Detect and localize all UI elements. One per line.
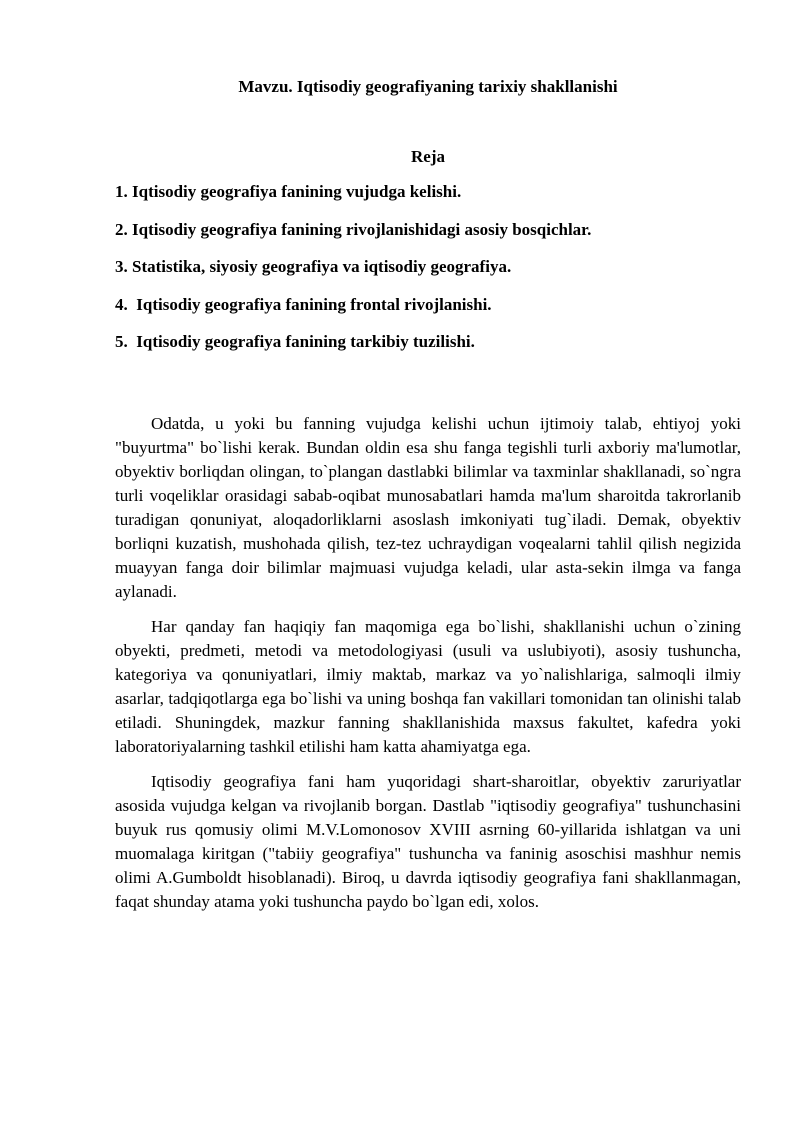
paragraph: Har qanday fan haqiqiy fan maqomiga ega bo`lishi, shakllanishi uchun o`zining obyekti, predmeti, metodi va metodologiyasi (usuli va uslubiyoti), asosiy tushuncha, kategoriya va qonuniyatlari, ilmiy maktab, markaz va yo`nalishlariga, salmoqli ilmiy asarlar, tadqiqotlarga ega bo`lishi va uning boshqa fan vakillari tomonidan tan olinishi talab etiladi. Shuningdek, mazkur fanning shakllanishida maxsus fakultet, kafedra yoki laboratoriyalarning tashkil etilishi ham katta ahamiyatga ega.: [115, 617, 741, 756]
plan-heading: Reja: [411, 147, 445, 166]
plan-item: 5. Iqtisodiy geografiya fanining tarkibiy tuzilishi.: [115, 332, 475, 351]
plan-list: [115, 181, 755, 369]
document-title: Mavzu. Iqtisodiy geografiyaning tarixiy shakllanishi: [238, 77, 618, 96]
plan-item: 3. Statistika, siyosiy geografiya va iqtisodiy geografiya.: [115, 257, 512, 276]
paragraph: Iqtisodiy geografiya fani ham yuqoridagi shart-sharoitlar, obyektiv zaruriyatlar asosida vujudga kelgan va rivojlanib borgan. Dastlab "iqtisodiy geografiya" tushunchasini buyuk rus qomusiy olimi M.V.Lomonosov XVIII asrning 60-yillarida ishlatgan va uni muomalaga kiritgan ("tabiiy geografiya" tushuncha va faninig asoschisi mashhur nemis olimi A.Gumboldt hisoblanadi). Biroq, u davrda iqtisodiy geografiya fani shakllanmagan, faqat shunday atama yoki tushuncha paydo bo`lgan edi, xolos.: [115, 772, 741, 911]
body-text: [115, 412, 741, 925]
plan-item: 1. Iqtisodiy geografiya fanining vujudga kelishi.: [115, 182, 462, 201]
paragraph: Odatda, u yoki bu fanning vujudga kelishi uchun ijtimoiy talab, ehtiyoj yoki "buyurtma" bo`lishi kerak. Bundan oldin esa shu fanga tegishli turli axboriy ma'lumotlar, obyektiv borliqdan olingan, to`plangan dastlabki bilimlar va taxminlar shakllanadi, so`ngra turli voqeliklar orasidagi sabab-oqibat munosabatlari hamda ma'lum sharoitda takrorlanib turadigan qonuniyat, aloqadorliklarni asoslash imkoniyati tug`iladi. Demak, obyektiv borliqni kuzatish, mushohada qilish, tez-tez uchraydigan voqealarni tahlil qilish negizida muayyan fanga doir bilimlar majmuasi vujudga keladi, ular asta-sekin ilmga va fanga aylanadi.: [115, 414, 741, 601]
plan-item: 4. Iqtisodiy geografiya fanining frontal rivojlanishi.: [115, 294, 492, 314]
plan-item: 2. Iqtisodiy geografiya fanining rivojlanishidagi asosiy bosqichlar.: [115, 219, 592, 239]
